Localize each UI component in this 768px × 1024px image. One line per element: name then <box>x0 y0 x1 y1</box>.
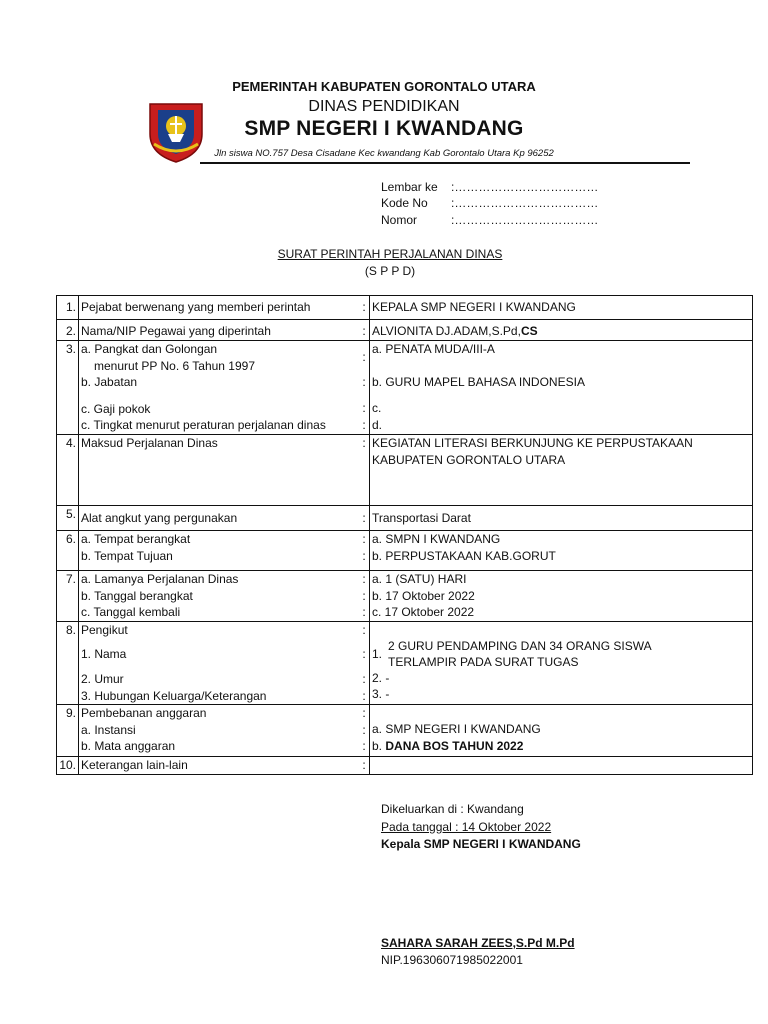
table-row <box>57 570 753 621</box>
row-value-group <box>370 341 753 435</box>
employee-name: ALVIONITA DJ.ADAM,S.Pd, <box>372 324 521 338</box>
colon: : <box>362 722 366 737</box>
signer-position: Kepala SMP NEGERI I KWANDANG <box>381 837 581 851</box>
colon: : <box>362 739 366 754</box>
row-label: Keterangan lain-lain <box>79 757 360 775</box>
colon: : <box>362 531 366 546</box>
follower-names <box>372 638 750 670</box>
meta-label: Lembar ke <box>381 180 438 194</box>
meta-kode <box>381 196 598 210</box>
row-value: 2 GURU PENDAMPING DAN 34 ORANG SISWA <box>388 638 652 653</box>
row-number: 3. <box>57 341 79 435</box>
row-label: a. Lamanya Perjalanan Dinas <box>81 571 239 586</box>
colon: : <box>359 434 370 505</box>
row-label: menurut PP No. 6 Tahun 1997 <box>94 358 256 373</box>
row-number: 8. <box>57 621 79 704</box>
follower-names-text <box>386 638 652 670</box>
meta-value: :……………………………… <box>451 213 599 227</box>
row-value <box>372 738 750 755</box>
budget-name: DANA BOS TAHUN 2022 <box>385 738 524 753</box>
colon: : <box>362 605 366 620</box>
table-row <box>57 434 753 505</box>
colon: : <box>362 622 366 637</box>
colon: : <box>362 588 366 603</box>
meta-label: Nomor <box>381 213 418 227</box>
row-label-group <box>79 530 360 570</box>
colon: : <box>362 401 366 416</box>
colon-group <box>359 621 370 704</box>
row-value: 1. <box>372 646 383 661</box>
row-label: a. Tempat berangkat <box>81 531 191 546</box>
sppd-table <box>56 295 753 775</box>
row-value: KEPALA SMP NEGERI I KWANDANG <box>370 296 753 320</box>
issued-at: Dikeluarkan di : Kwandang <box>381 802 524 816</box>
colon: : <box>362 688 366 703</box>
table-row <box>57 505 753 530</box>
table-row <box>57 530 753 570</box>
row-value: KABUPATEN GORONTALO UTARA <box>372 452 566 467</box>
row-label: Pembebanan anggaran <box>81 706 207 721</box>
row-value-prefix: b. <box>372 738 383 753</box>
row-value: c. <box>372 401 382 416</box>
row-value: a. SMPN I KWANDANG <box>372 531 501 546</box>
row-label: b. Tempat Tujuan <box>81 548 173 563</box>
issued-date: Pada tanggal : 14 Oktober 2022 <box>381 820 552 834</box>
row-label: Alat angkut yang pergunakan <box>79 505 360 530</box>
row-value: a. PENATA MUDA/III-A <box>372 342 495 356</box>
meta-label: Kode No <box>381 196 428 210</box>
colon: : <box>362 417 366 432</box>
row-value: KEGIATAN LITERASI BERKUNJUNG KE PERPUSTAKAAN <box>372 435 693 450</box>
colon: : <box>362 548 366 563</box>
row-value: b. GURU MAPEL BAHASA INDONESIA <box>372 374 585 389</box>
header-divider <box>200 162 690 164</box>
colon: : <box>359 757 370 775</box>
row-value: 2. - <box>372 670 390 685</box>
row-number: 6. <box>57 530 79 570</box>
meta-value: :……………………………… <box>451 196 599 210</box>
colon: : <box>362 647 366 662</box>
row-number: 5. <box>57 505 79 530</box>
row-value: c. 17 Oktober 2022 <box>372 605 475 620</box>
row-value-group <box>370 530 753 570</box>
row-label: c. Tingkat menurut peraturan perjalanan dinas <box>81 418 326 433</box>
colon-group <box>359 705 370 757</box>
row-label: Nama/NIP Pegawai yang diperintah <box>79 320 360 341</box>
row-value: TERLAMPIR PADA SURAT TUGAS <box>388 654 579 669</box>
employee-suffix: CS <box>520 324 538 338</box>
colon: : <box>359 296 370 320</box>
row-number: 10. <box>57 757 79 775</box>
row-value-group <box>370 621 753 704</box>
row-value: a. SMP NEGERI I KWANDANG <box>372 722 541 737</box>
row-value: a. 1 (SATU) HARI <box>372 571 467 586</box>
table-row <box>57 320 753 341</box>
row-value <box>370 757 753 775</box>
table-row <box>57 296 753 320</box>
row-label: c. Tanggal kembali <box>81 605 181 620</box>
row-value: b. 17 Oktober 2022 <box>372 588 475 603</box>
row-value-group <box>370 705 753 757</box>
header-government: PEMERINTAH KABUPATEN GORONTALO UTARA <box>232 79 536 94</box>
row-label-group <box>79 341 360 435</box>
row-label: Pejabat berwenang yang memberi perintah <box>79 296 360 320</box>
document-title: SURAT PERINTAH PERJALANAN DINAS <box>277 247 503 261</box>
colon: : <box>362 374 366 389</box>
row-number: 4. <box>57 434 79 505</box>
row-label: 2. Umur <box>81 671 124 686</box>
table-row <box>57 341 753 435</box>
row-value: Transportasi Darat <box>370 505 753 530</box>
row-value: d. <box>372 417 383 432</box>
row-label: a. Instansi <box>81 722 136 737</box>
colon-group <box>359 341 370 435</box>
colon: : <box>362 706 366 721</box>
colon: : <box>359 320 370 341</box>
row-value-group <box>370 434 753 505</box>
row-label: a. Pangkat dan Golongan <box>81 342 218 356</box>
colon: : <box>362 571 366 586</box>
row-label: b. Jabatan <box>81 375 138 390</box>
meta-value: :……………………………… <box>451 180 599 194</box>
row-label: Pengikut <box>81 622 128 637</box>
meta-lembar <box>381 180 598 194</box>
header-department: DINAS PENDIDIKAN <box>308 98 460 115</box>
row-number: 7. <box>57 570 79 621</box>
table-row <box>57 705 753 757</box>
signer-nip: NIP.196306071985022001 <box>381 953 523 967</box>
row-label: 1. Nama <box>81 647 127 662</box>
row-number: 1. <box>57 296 79 320</box>
header-address: Jln siswa NO.757 Desa Cisadane Kec kwandang Kab Gorontalo Utara Kp 96252 <box>214 148 554 159</box>
row-label: b. Mata anggaran <box>81 739 176 754</box>
colon: : <box>362 350 366 364</box>
row-value: 3. - <box>372 687 390 702</box>
colon-group <box>359 530 370 570</box>
row-number: 2. <box>57 320 79 341</box>
row-label: Maksud Perjalanan Dinas <box>79 434 360 505</box>
document-title-abbr: (S P P D) <box>364 264 416 278</box>
colon: : <box>362 671 366 686</box>
row-label-group <box>79 621 360 704</box>
row-value: b. PERPUSTAKAAN KAB.GORUT <box>372 548 556 563</box>
row-number: 9. <box>57 705 79 757</box>
row-label: c. Gaji pokok <box>81 401 151 416</box>
row-label: 3. Hubungan Keluarga/Keterangan <box>81 688 267 703</box>
row-value-group <box>370 570 753 621</box>
row-label: b. Tanggal berangkat <box>81 588 193 603</box>
meta-nomor <box>381 213 598 227</box>
colon-group <box>359 570 370 621</box>
table-row <box>57 621 753 704</box>
row-value <box>370 320 753 341</box>
signer-name: SAHARA SARAH ZEES,S.Pd M.Pd <box>381 936 575 950</box>
colon: : <box>359 505 370 530</box>
table-row <box>57 757 753 775</box>
row-label-group <box>79 570 360 621</box>
row-label-group <box>79 705 360 757</box>
header-school-name: SMP NEGERI I KWANDANG <box>244 117 524 140</box>
